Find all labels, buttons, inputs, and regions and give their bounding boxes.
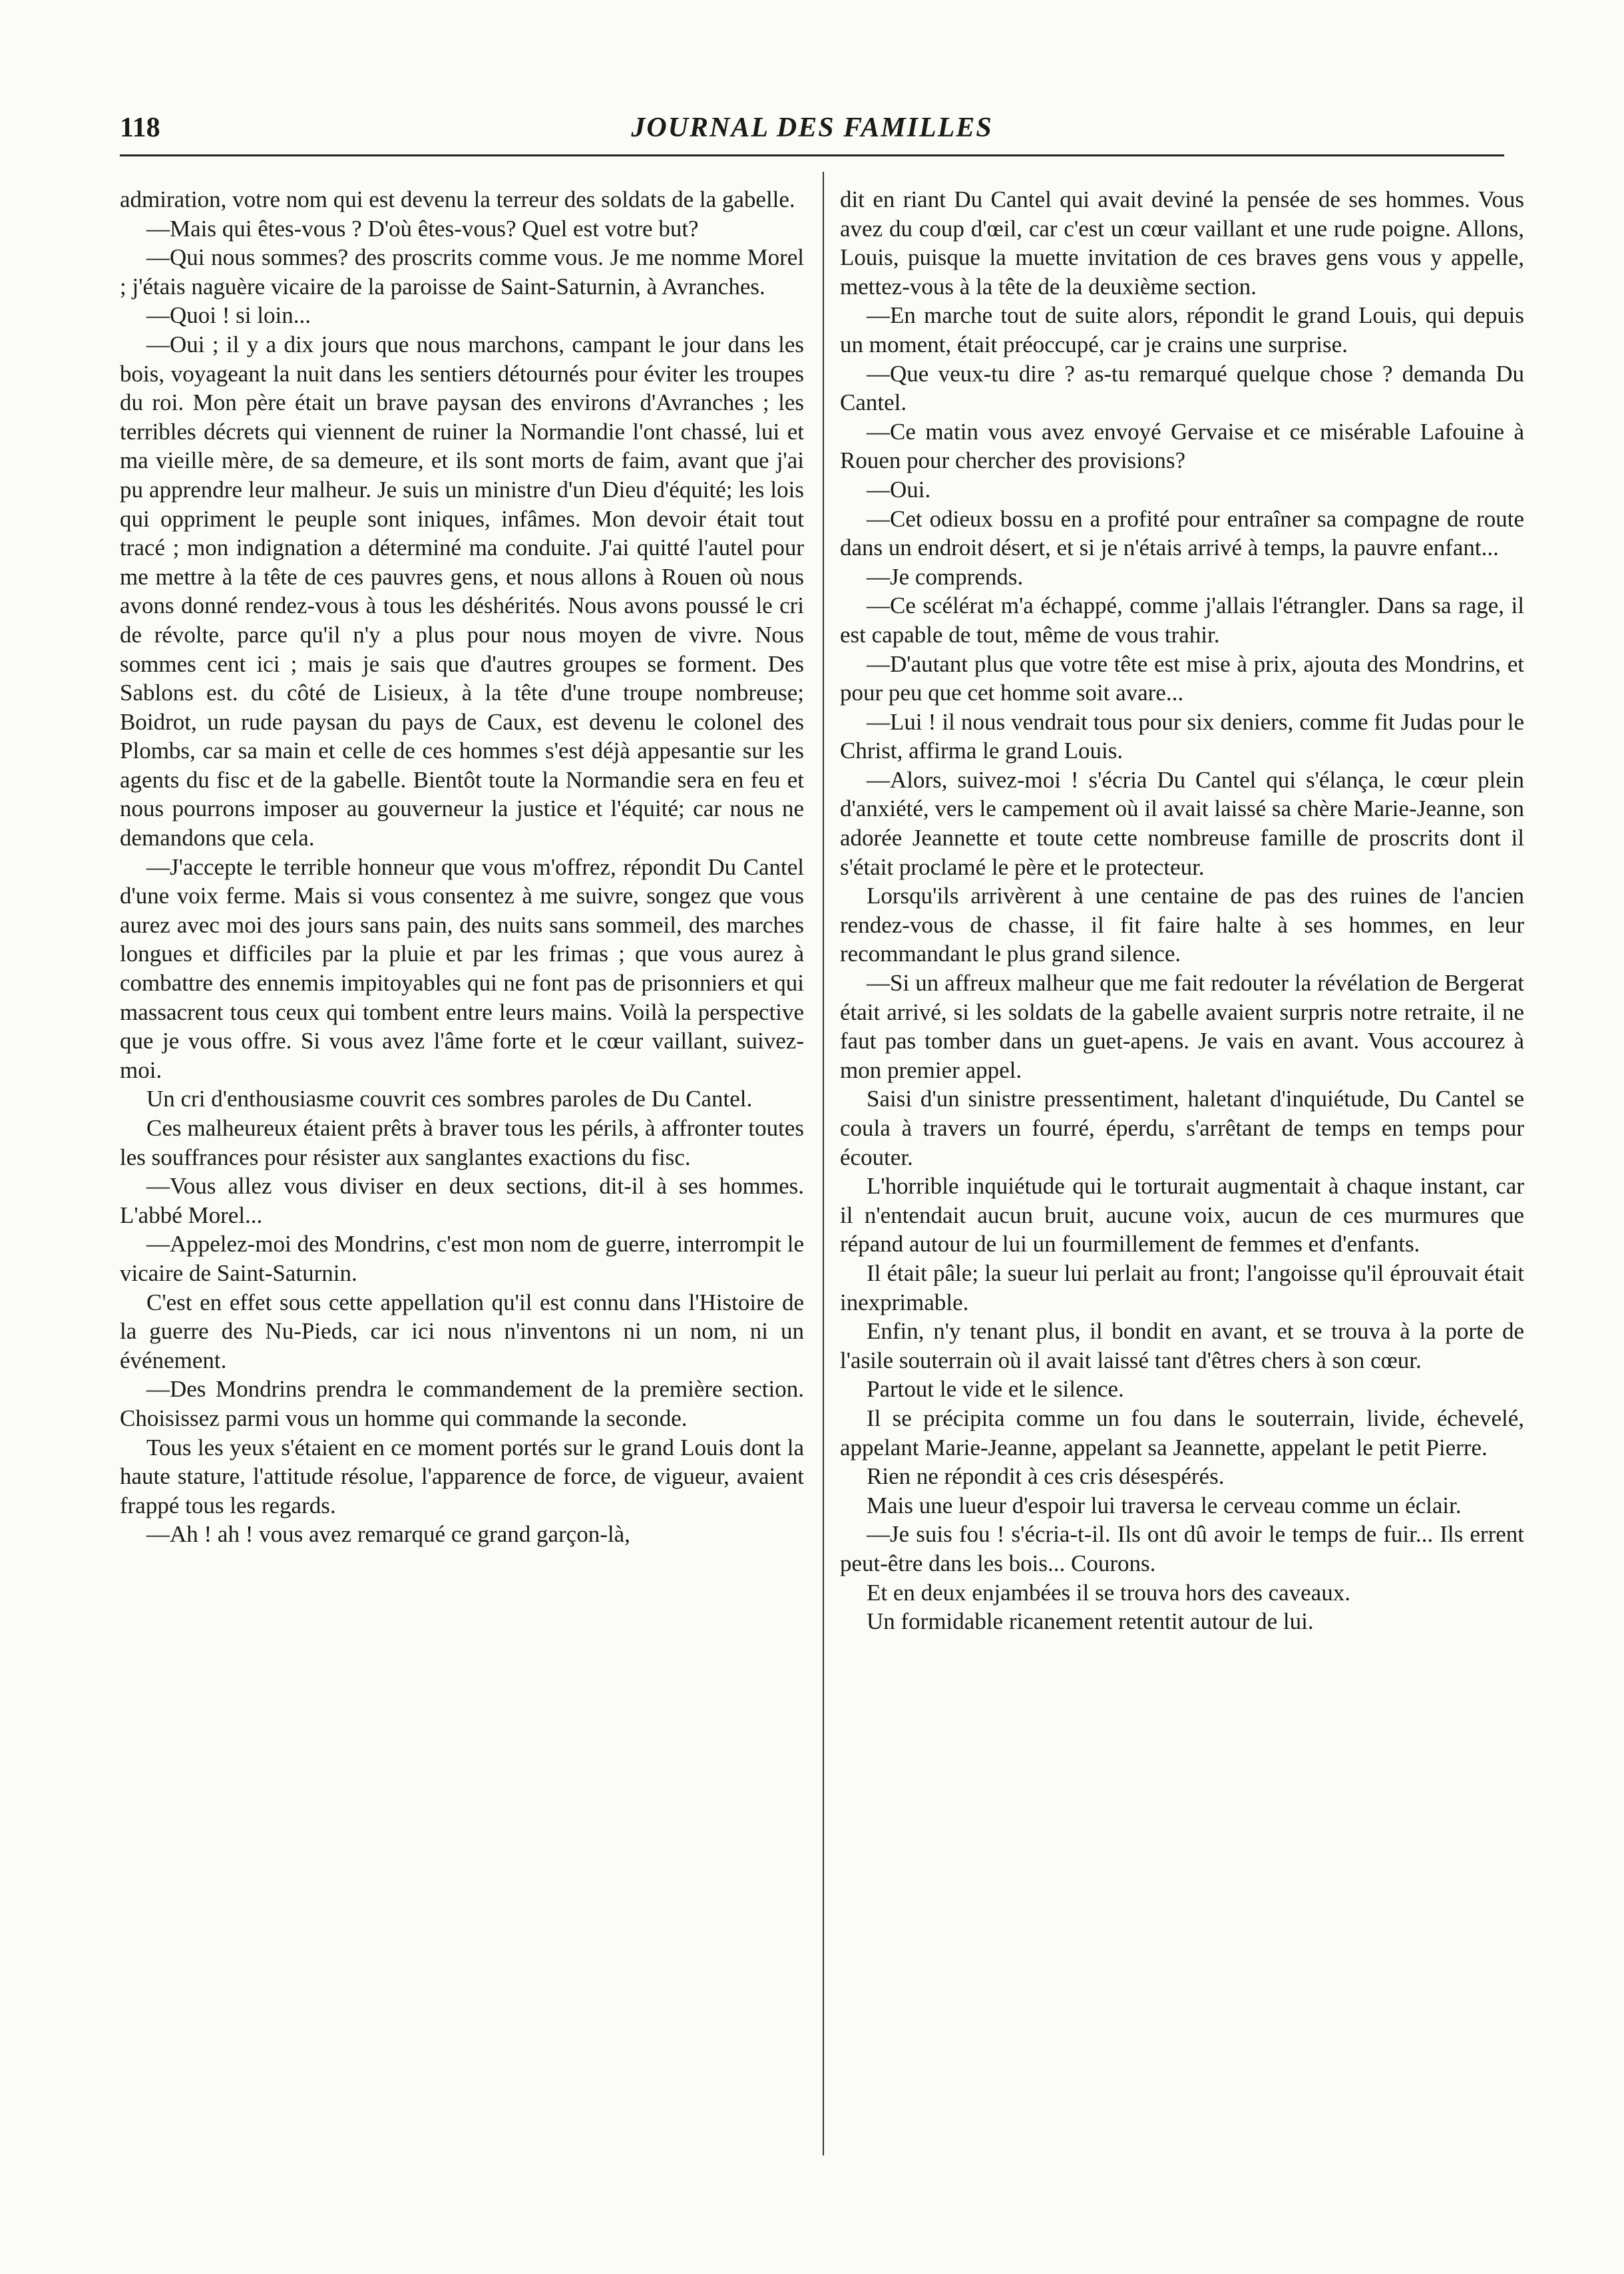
paragraph: —Cet odieux bossu en a profité pour entraîner sa compagne de route dans un endroit désert, et si je n'étais arrivé à temps, la pauvre enfant... — [840, 505, 1524, 561]
paragraph: —Vous allez vous diviser en deux sections, dit-il à ses hommes. L'abbé Morel... — [120, 1173, 804, 1228]
left-column — [120, 185, 804, 2195]
column-divider — [823, 172, 824, 2156]
paragraph: Un formidable ricanement retentit autour de lui. — [867, 1608, 1314, 1635]
paragraph: admiration, votre nom qui est devenu la terreur des soldats de la gabelle. — [120, 186, 795, 212]
page-header — [120, 112, 1504, 152]
paragraph: C'est en effet sous cette appellation qu'il est connu dans l'Histoire de la guerre des Nu-Pieds, car ici nous n'inventons ni un nom, ni un événement. — [120, 1289, 804, 1373]
paragraph: —Des Mondrins prendra le commandement de la première section. Choisissez parmi vous un homme qui commande la seconde. — [120, 1376, 804, 1431]
paragraph: —Ah ! ah ! vous avez remarqué ce grand garçon-là, — [146, 1521, 630, 1548]
paragraph: —En marche tout de suite alors, répondit le grand Louis, qui depuis un moment, était préoccupé, car je crains une surprise. — [840, 302, 1524, 357]
paragraph: —J'accepte le terrible honneur que vous m'offrez, répondit Du Cantel d'une voix ferme. Mais si vous consentez à me suivre, songez que vous aurez avec moi des jours sans pain, des nuits sans sommeil, des marches longues et difficiles par la pluie et par les frimas ; que vous aurez à combattre des ennemis impitoyables qui ne font pas de prisonniers et qui massacrent tous ceux qui tombent entre leurs mains. Voilà la perspective que je vous offre. Si vous avez l'âme forte et le cœur vaillant, suivez-moi. — [120, 853, 804, 1083]
paragraph: —Je suis fou ! s'écria-t-il. Ils ont dû avoir le temps de fuir... Ils errent peut-être dans les bois... Courons. — [840, 1521, 1524, 1576]
paragraph: —Alors, suivez-moi ! s'écria Du Cantel qui s'élança, le cœur plein d'anxiété, vers le campement où il avait laissé sa chère Marie-Jeanne, son adorée Jeannette et toute cette nombreuse famille de proscrits dont il s'était proclamé le père et le protecteur. — [840, 766, 1524, 880]
running-title: JOURNAL DES FAMILLES — [631, 113, 993, 143]
paragraph: Saisi d'un sinistre pressentiment, haletant d'inquiétude, Du Cantel se coula à travers un fourré, éperdu, s'arrêtant de temps en temps pour écouter. — [840, 1086, 1524, 1170]
paragraph: —Oui. — [867, 476, 931, 503]
paragraph: Rien ne répondit à ces cris désespérés. — [867, 1463, 1225, 1490]
paragraph: Et en deux enjambées il se trouva hors des caveaux. — [867, 1579, 1350, 1606]
paragraph: Tous les yeux s'étaient en ce moment portés sur le grand Louis dont la haute stature, l'attitude résolue, l'apparence de force, de vigueur, avaient frappé tous les regards. — [120, 1434, 804, 1518]
paragraph: Partout le vide et le silence. — [867, 1376, 1124, 1403]
paragraph: dit en riant Du Cantel qui avait deviné la pensée de ses hommes. Vous avez du coup d'œil, car c'est un cœur vaillant et une rude poigne. Allons, Louis, puisque la muette invitation de ces braves gens vous y appelle, mettez-vous à la tête de la deuxième section. — [840, 186, 1524, 300]
paragraph: —Lui ! il nous vendrait tous pour six deniers, comme fit Judas pour le Christ, affirma le grand Louis. — [840, 708, 1524, 764]
paragraph: —Oui ; il y a dix jours que nous marchons, campant le jour dans les bois, voyageant la nuit dans les sentiers détournés pour éviter les troupes du roi. Mon père était un brave paysan des environs d'Avranches ; les terribles décrets qui viennent de ruiner la Normandie l'ont chassé, lui et ma vieille mère, de sa demeure, et ils sont morts de faim, avant que j'ai pu apprendre leur malheur. Je suis un ministre d'un Dieu d'équité; les lois qui oppriment le peuple sont iniques, infâmes. Mon devoir était tout tracé ; mon indignation a déterminé ma conduite. J'ai quitté l'autel pour me mettre à la tête de ces pauvres gens, et nous allons à Rouen où nous avons donné rendez-vous à tous les déshérités. Nous avons poussé le cri de révolte, parce qu'il n'y a plus pour nous moyen de vivre. Nous sommes cent ici ; mais je sais que d'autres groupes se forment. Des Sablons est. du côté de Lisieux, à la tête d'une troupe nombreuse; Boidrot, un rude paysan du pays de Caux, est devenu le colonel des Plombs, car sa main et celle de ces hommes s'est déjà appesantie sur les agents du fisc et de la gabelle. Bientôt toute la Normandie sera en feu et nous pourrons imposer au gouverneur la justice et l'équité; car nous ne demandons que cela. — [120, 331, 804, 851]
page-number: 118 — [120, 113, 160, 143]
paragraph: —Ce matin vous avez envoyé Gervaise et ce misérable Lafouine à Rouen pour chercher des provisions? — [840, 418, 1524, 474]
paragraph: —Qui nous sommes? des proscrits comme vous. Je me nomme Morel ; j'étais naguère vicaire de la paroisse de Saint-Saturnin, à Avranches. — [120, 244, 804, 300]
paragraph: —Appelez-moi des Mondrins, c'est mon nom de guerre, interrompit le vicaire de Saint-Saturnin. — [120, 1231, 804, 1286]
paragraph: —D'autant plus que votre tête est mise à prix, ajouta des Mondrins, et pour peu que cet homme soit avare... — [840, 650, 1524, 706]
paragraph: Un cri d'enthousiasme couvrit ces sombres paroles de Du Cantel. — [146, 1086, 753, 1112]
right-column — [840, 185, 1524, 2195]
paragraph: Ces malheureux étaient prêts à braver tous les périls, à affronter toutes les souffrances pour résister aux sanglantes exactions du fisc. — [120, 1115, 804, 1170]
paragraph: —Quoi ! si loin... — [146, 302, 311, 329]
header-rule — [120, 154, 1504, 156]
paragraph: Enfin, n'y tenant plus, il bondit en avant, et se trouva à la porte de l'asile souterrain où il avait laissé tant d'êtres chers à son cœur. — [840, 1318, 1524, 1373]
paragraph: —Si un affreux malheur que me fait redouter la révélation de Bergerat était arrivé, si les soldats de la gabelle avaient surpris notre retraite, il ne faut pas tomber dans un guet-apens. Je vais en avant. Vous accourez à mon premier appel. — [840, 970, 1524, 1083]
paragraph: Mais une lueur d'espoir lui traversa le cerveau comme un éclair. — [867, 1492, 1462, 1518]
paragraph: Lorsqu'ils arrivèrent à une centaine de pas des ruines de l'ancien rendez-vous de chasse, il fit faire halte à ses hommes, en leur recommandant le plus grand silence. — [840, 883, 1524, 967]
paragraph: Il se précipita comme un fou dans le souterrain, livide, échevelé, appelant Marie-Jeanne, appelant sa Jeannette, appelant le petit Pierre. — [840, 1405, 1524, 1461]
paragraph: —Je comprends. — [867, 563, 1024, 590]
paragraph: —Que veux-tu dire ? as-tu remarqué quelque chose ? demanda Du Cantel. — [840, 360, 1524, 416]
paragraph: L'horrible inquiétude qui le torturait augmentait à chaque instant, car il n'entendait aucun bruit, aucune voix, aucun de ces murmures que répand autour de lui un fourmillement de femmes et d'enfants. — [840, 1173, 1524, 1257]
paragraph: —Ce scélérat m'a échappé, comme j'allais l'étrangler. Dans sa rage, il est capable de tout, même de vous trahir. — [840, 592, 1524, 648]
paragraph: Il était pâle; la sueur lui perlait au front; l'angoisse qu'il éprouvait était inexprimable. — [840, 1259, 1524, 1315]
paragraph: —Mais qui êtes-vous ? D'où êtes-vous? Quel est votre but? — [146, 215, 699, 242]
